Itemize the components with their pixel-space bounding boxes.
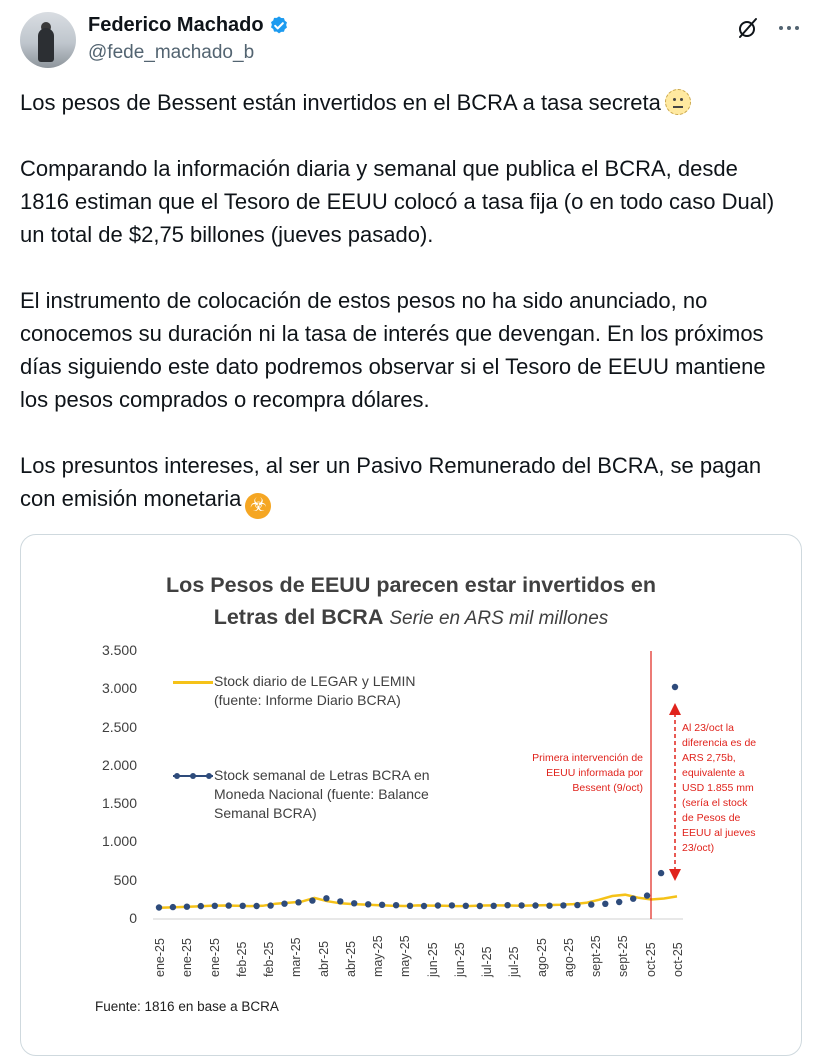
tweet-paragraph-3: El instrumento de colocación de estos pesos no ha sido anunciado, no conocemos su duración ni la tasa de interés que devengan. En los próximos días siguiendo este dato podremos observar si el Tesoro de EEUU mantiene los pesos comprados o recompra dólares. (20, 288, 772, 412)
biohazard-emoji-icon: ☣ (245, 493, 271, 519)
name-row (88, 14, 290, 37)
x-tick-label: jun-25 (425, 942, 440, 977)
x-tick-label: feb-25 (262, 941, 277, 977)
chart-image[interactable] (20, 534, 802, 1056)
difference-annotation-line5: USD 1.855 mm (682, 782, 754, 794)
weekly-series-point (351, 900, 357, 906)
more-options-icon[interactable] (778, 17, 800, 39)
neutral-face-emoji-icon (665, 89, 691, 115)
verified-badge-icon (268, 15, 290, 37)
weekly-series-point (407, 903, 413, 909)
weekly-series-point (491, 903, 497, 909)
weekly-series-point (504, 902, 510, 908)
x-tick-label: sept-25 (616, 935, 631, 977)
x-tick-label: sept-25 (589, 935, 604, 977)
tweet-text (20, 86, 780, 519)
weekly-series-point (337, 898, 343, 904)
legend-daily-line1: Stock diario de LEGAR y LEMIN (214, 673, 416, 689)
x-tick-label: mar-25 (289, 937, 304, 977)
weekly-series-point (170, 904, 176, 910)
weekly-series-point (393, 902, 399, 908)
intervention-annotation-line3: Bessent (9/oct) (572, 782, 643, 794)
weekly-series-point (281, 901, 287, 907)
weekly-series-point (546, 903, 552, 909)
difference-annotation-line9: 23/oct) (682, 842, 715, 854)
x-tick-label: abr-25 (316, 940, 331, 977)
legend-daily-line2: (fuente: Informe Diario BCRA) (214, 692, 401, 708)
weekly-series-point (240, 903, 246, 909)
legend-weekly-text (214, 766, 430, 823)
daily-series (159, 895, 677, 908)
chart-subtitle-bold: Letras del BCRA (213, 605, 384, 629)
weekly-series-point (449, 902, 455, 908)
difference-annotation-line1: Al 23/oct la (682, 722, 734, 734)
weekly-series-point (184, 904, 190, 910)
weekly-series-point (435, 902, 441, 908)
weekly-series-point (156, 904, 162, 910)
y-tick-label: 3.000 (101, 680, 137, 697)
weekly-series-point (616, 899, 622, 905)
chart-title: Los Pesos de EEUU parecen estar invertidos en (166, 573, 656, 597)
chart-source: Fuente: 1816 en base a BCRA (95, 999, 279, 1014)
x-tick-label: may-25 (371, 935, 386, 977)
weekly-series-point (463, 903, 469, 909)
y-tick-label: 2.000 (101, 756, 137, 773)
x-tick-label: ene-25 (180, 938, 195, 977)
weekly-series-point (630, 896, 636, 902)
avatar-figure (38, 28, 54, 62)
legend-weekly-swatch (171, 771, 215, 781)
intervention-annotation (491, 751, 643, 796)
legend-weekly-line3: Semanal BCRA) (214, 805, 317, 821)
tweet-header (20, 12, 800, 68)
x-tick-label: feb-25 (234, 941, 249, 977)
tweet-paragraph-1: Los pesos de Bessent están invertidos en el BCRA a tasa secreta (20, 90, 661, 115)
difference-annotation-line2: diferencia es de (682, 737, 757, 749)
weekly-series-point (212, 903, 218, 909)
difference-annotation-line3: ARS 2,75b, (682, 752, 736, 764)
x-tick-label: ago-25 (534, 938, 549, 977)
chart-subtitle (21, 605, 801, 630)
legend-weekly-line2: Moneda Nacional (fuente: Balance (214, 786, 429, 802)
weekly-series-point (295, 899, 301, 905)
weekly-series-point (560, 902, 566, 908)
display-name[interactable]: Federico Machado (88, 14, 264, 36)
weekly-series-point (477, 903, 483, 909)
x-tick-label: abr-25 (343, 940, 358, 977)
x-tick-label: ene-25 (207, 938, 222, 977)
grok-icon[interactable] (736, 16, 760, 40)
legend-daily-text (214, 672, 416, 710)
tweet-paragraph-4: Los presuntos intereses, al ser un Pasivo Remunerado del BCRA, se pagan con emisión monetaria (20, 453, 768, 511)
weekly-series-point (588, 901, 594, 907)
y-tick-label: 1.500 (101, 795, 137, 812)
legend-daily-swatch (173, 681, 213, 684)
weekly-series-point (644, 892, 650, 898)
weekly-series-point (309, 897, 315, 903)
legend-weekly-line1: Stock semanal de Letras BCRA en (214, 767, 430, 783)
tweet-paragraph-2: Comparando la información diaria y semanal que publica el BCRA, desde 1816 estiman que el Tesoro de EEUU colocó a tasa fija (o en todo caso Dual) un total de $2,75 billones (jueves pasado). (20, 156, 781, 247)
difference-arrow (669, 703, 681, 881)
daily-series-line (159, 895, 677, 908)
difference-annotation-line6: (sería el stock (682, 797, 748, 809)
x-tick-label: jul-25 (480, 946, 495, 977)
avatar[interactable] (20, 12, 76, 68)
y-tick-label: 2.500 (101, 718, 137, 735)
header-actions (736, 16, 800, 40)
difference-annotation-line8: EEUU al jueves (682, 827, 756, 839)
x-tick-label: may-25 (398, 935, 413, 977)
weekly-series-point (365, 901, 371, 907)
weekly-series-point (421, 903, 427, 909)
intervention-annotation-line1: Primera intervención de (532, 752, 643, 764)
y-tick-label: 500 (113, 871, 137, 888)
difference-annotation-line7: de Pesos de (682, 812, 741, 824)
weekly-series-point (267, 902, 273, 908)
chart-subtitle-italic: Serie en ARS mil millones (389, 608, 609, 629)
weekly-series-point (226, 902, 232, 908)
intervention-annotation-line2: EEUU informada por (546, 767, 643, 779)
weekly-series-point (198, 903, 204, 909)
weekly-series-point (323, 895, 329, 901)
y-tick-label: 1.000 (101, 833, 137, 850)
weekly-series-point (379, 902, 385, 908)
weekly-series-point (518, 902, 524, 908)
x-tick-label: jul-25 (507, 946, 522, 977)
difference-annotation-line4: equivalente a (682, 767, 745, 779)
weekly-series-point (574, 902, 580, 908)
y-tick-label: 3.500 (101, 642, 137, 658)
x-tick-label: ago-25 (561, 938, 576, 977)
weekly-series-point (658, 870, 664, 876)
x-tick-label: oct-25 (643, 942, 658, 977)
handle[interactable]: @fede_machado_b (88, 42, 255, 63)
weekly-series-point (253, 903, 259, 909)
difference-annotation (682, 721, 792, 856)
x-tick-label: oct-25 (671, 942, 685, 977)
x-tick-label: jun-25 (452, 942, 467, 977)
weekly-series-point (672, 684, 678, 690)
x-tick-label: ene-25 (153, 938, 167, 977)
y-tick-label: 0 (129, 910, 137, 926)
weekly-series-point (532, 902, 538, 908)
weekly-series-point (602, 901, 608, 907)
